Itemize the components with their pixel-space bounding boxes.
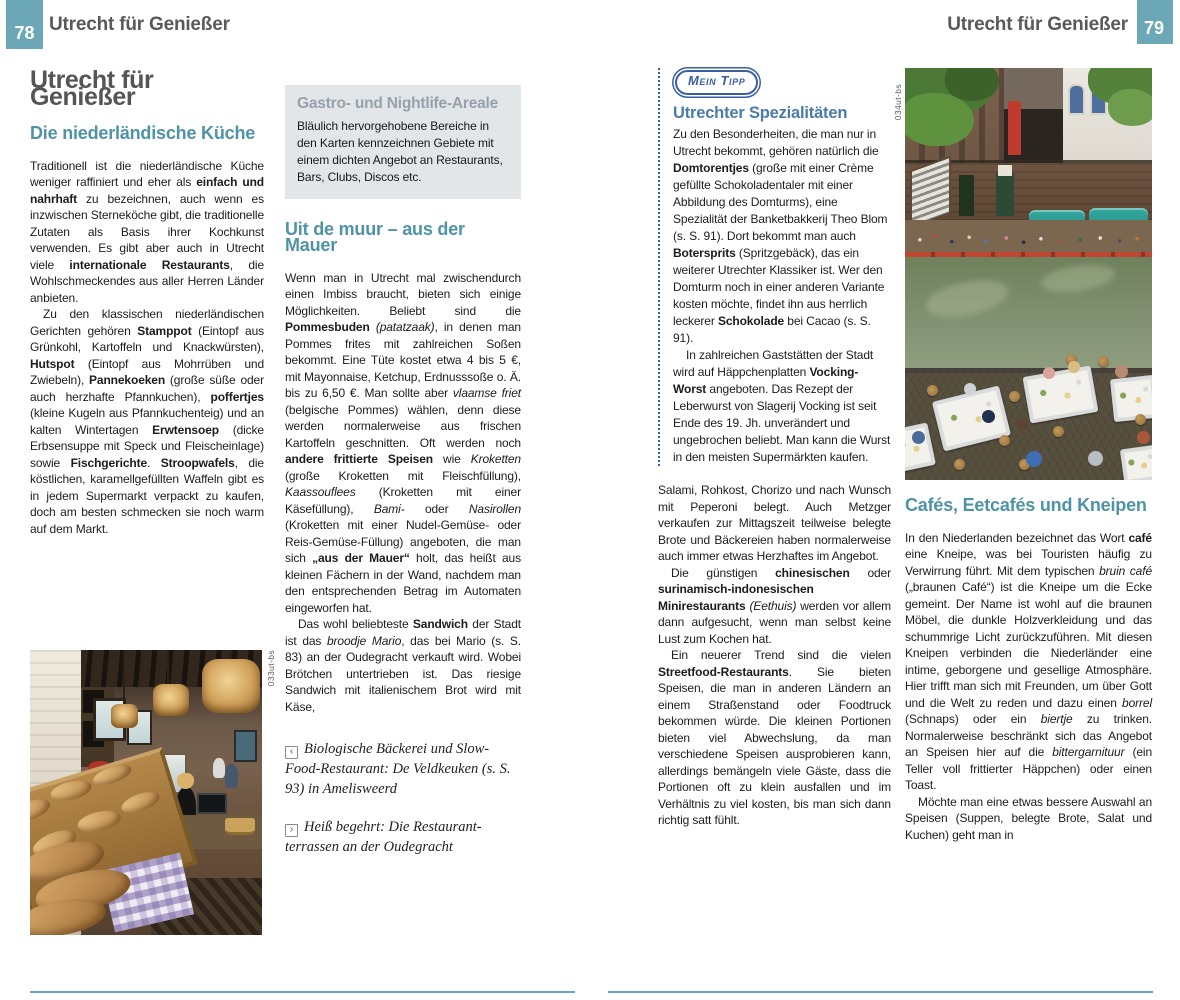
paragraph: Das wohl beliebteste Sandwich der Stadt ist das broodje Mario, das bei Mario (s. S. 83) an der Oudegracht verkauft wird. Wobei Brötchen untertrieben ist. Das riesige Sandwich mit italienischem Brot wird mit Käse,: [285, 617, 522, 714]
cash-register-screen: [197, 793, 227, 814]
column-continuation: [658, 482, 891, 829]
diner-person: [1137, 431, 1150, 444]
wicker-hanging-lamp: [153, 684, 189, 716]
left-page-column-1: [30, 66, 265, 537]
tip-heading: Utrechter Spezialitäten: [673, 103, 848, 122]
paragraph: Traditionell ist die niederländische Küche weniger raffiniert und eher als einfach und nahrhaft zu bezeichnen, auch wenn es inzwischen Sterneköche gibt, die traditionelle Zutaten als Basis ihrer Kochkunst verwenden. Es gibt aber auch in Utrecht viele internationale Restaurants, die Wohlschmeckendes aus aller Herren Länder anbieten.: [30, 158, 264, 305]
running-header-right: Utrecht für Genießer: [947, 14, 1128, 35]
bread-loaf: [119, 788, 162, 818]
diner-person: [1088, 451, 1103, 466]
photo-credit-left: 033ut-bs: [266, 650, 276, 687]
bread-loaf: [49, 777, 94, 805]
section-heading-kitchen: Die niederländische Küche: [30, 123, 256, 143]
tip-paragraph: In zahlreichen Gaststätten der Stadt wird auf Häppchenplatten Vocking-Worst angeboten. Das Rezept der Leberwurst von Slagerij Vocking ist seit Ende des 19. Jh. unverändert und ungebrochen beliebt. Man kann die Wurst in den meisten Supermärkten kaufen.: [673, 348, 891, 464]
section-heading-muur: Uit de muur – aus der Mauer: [285, 218, 465, 255]
caption-terraces: [285, 817, 521, 857]
tip-paragraph: Zu den Besonderheiten, die man nur in Utrecht bekommt, gehören natürlich die Domtorentjes (große mit einer Crème gefüllte Schokoladentaler mit einer Abbildung des Domturms), eine Spezialität der Banketbakkerij Theo Blom (s. S. 91). Dort bekommt man auch Botersprits (Spritzgebäck), das ein weiterer Utrechter Klassiker ist. Wer den Domturm noch in einer anderen Variante kosten möchte, findet ihn aus herrlich leckerer Schokolade bei Cacao (s. S. 91).: [673, 127, 888, 345]
diner-person: [1115, 365, 1128, 378]
paragraph: Zu den klassischen niederländischen Gerichten gehören Stamppot (Eintopf aus Grünkohl, Kartoffeln und Knackwürsten), Hutspot (Eintopf aus Mohrrüben und Zwiebeln), Pannekoeken (große süße oder auch herzhafte Pfannkuchen), poffertjes (kleine Kugeln aus Pfannkuchenteig) und an kalten Wintertagen Erwtensoep (dicke Erbsensuppe mit Speck und Fleischeinlage) sowie Fischgerichte. Stroopwafels, die köstlichen, karamellgefüllten Waffeln gibt es in jedem Supermarkt verpackt zu kaufen, doch am besten schmecken sie noch warm auf dem Markt.: [30, 307, 265, 536]
bread-basket: [225, 818, 255, 835]
photo-canal-terraces: [905, 68, 1152, 480]
restaurant-sign: [998, 165, 1013, 176]
right-page-column-1: [658, 68, 891, 829]
section-heading-cafes: Cafés, Eetcafés und Kneipen: [905, 495, 1147, 515]
lamp-cord: [123, 650, 125, 707]
left-page-column-2: [285, 85, 521, 875]
running-header-left: Utrecht für Genießer: [49, 14, 230, 35]
wicker-hanging-lamp: [202, 659, 260, 713]
diner-person: [1068, 361, 1080, 373]
diner-person: [912, 431, 925, 444]
page-number-left: 78: [14, 23, 35, 43]
photo-credit-right: 034ut-bs: [893, 84, 903, 121]
foliage: [1108, 89, 1152, 126]
terrace-crowd: [905, 220, 1152, 255]
wicker-hanging-lamp: [111, 704, 138, 728]
wharf-door: [959, 175, 974, 216]
red-door: [1008, 101, 1022, 155]
arched-window: [1068, 84, 1085, 115]
bakery-wall-picture: [234, 730, 257, 763]
rattan-chair: [1135, 414, 1146, 425]
right-page-column-2: [905, 497, 1152, 843]
footer-rule-right: [608, 991, 1153, 993]
dining-table: [1120, 445, 1152, 480]
page-number-tab-left: [6, 0, 43, 49]
lamp-cord: [167, 650, 169, 687]
info-box-body: Bläulich hervorgehobene Bereiche in den Karten kennzeichnen Gebiete mit einem dichten Angebot an Restaurants, Bars, Clubs, Discos etc.: [297, 118, 503, 184]
info-box-gastro-areale: [285, 85, 521, 199]
caption-text: Heiß begehrt: Die Restaurantterrassen an der Oudegracht: [285, 819, 482, 855]
dining-table: [1110, 375, 1152, 423]
diner-person: [982, 410, 995, 423]
wharf-door: [996, 173, 1013, 216]
cashier-hair: [177, 773, 194, 789]
diner-person: [1043, 367, 1055, 379]
page-number-tab-right: [1137, 0, 1173, 44]
rattan-chair: [1098, 356, 1109, 367]
customer-person: [213, 758, 225, 778]
bread-loaf: [76, 807, 123, 835]
paragraph: Wenn man in Utrecht mal zwischendurch einen Imbiss braucht, bieten sich einige Möglichkeiten. Beliebt sind die Pommesbuden (patatzaak), in denen man Pommes frites mit zahlreichen Soßen bekommt. Eine Tüte kostet etwa 4 bis 5 €, mit Mayonnaise, Ketchup, Erdnusssoße o. Ä. bis zu 6,50 €. Man sollte aber vlaamse friet (belgische Pommes) wählen, denn diese werden normalerweise aus frischen Kartoffeln geschnitten. Oft werden noch andere frittierte Speisen wie Kroketten (große Kroketten mit Fleischfüllung), Kaassouflees (Kroketten mit einer Käsefüllung), Bami- oder Nasirollen (Kroketten mit einer Nudel-Gemüse- oder Reis-Gemüse-Füllung) angeboten, die man sich „aus der Mauer“ holt, das heißt aus kleinen Fächern in der Wand, nachdem man den entsprechenden Betrag im Automaten eingeworfen hat.: [285, 270, 521, 615]
page-number-right: 79: [1144, 18, 1165, 38]
paragraph: Die günstigen chinesischen oder surinamisch-indonesischen Minirestaurants (Eethuis) werden vor allem dann aufgesucht, wenn man selbst keine Lust zum Kochen hat.: [658, 565, 892, 646]
caption-arrow-left-icon: ‹: [285, 746, 298, 759]
bread-loaf: [30, 795, 53, 826]
paragraph: Salami, Rohkost, Chorizo und nach Wunsch mit Peperoni belegt. Auch Metzger verkaufen zur Mittagszeit teilweise belegte Brote und Bäckereien haben normalerweise auch immer etwas Herzhaftes im Angebot.: [658, 483, 891, 563]
paragraph: Möchte man eine etwas bessere Auswahl an Speisen (Suppen, belegte Brote, Salat und Kuchen) geht man in: [905, 794, 1152, 842]
tip-badge: Mein Tipp: [675, 70, 758, 95]
caption-bakery: [285, 739, 521, 799]
info-box-heading: Gastro- und Nightlife-Areale: [297, 95, 499, 112]
rattan-chair: [999, 435, 1010, 446]
caption-arrow-right-icon: ›: [285, 824, 298, 837]
caption-text: Biologische Bäckerei und Slow-Food-Restaurant: De Veldkeuken (s. S. 93) in Amelisweerd: [285, 741, 511, 797]
footer-rule-left: [30, 991, 575, 993]
photo-bakery-interior: [30, 650, 262, 935]
tip-box: [658, 68, 891, 466]
customer-person: [225, 764, 238, 788]
page-title: Utrecht für Genießer: [30, 66, 154, 111]
photo-captions: [285, 739, 521, 857]
paragraph: Ein neuerer Trend sind die vielen Streetfood-Restaurants. Sie bieten Speisen, die man in anderen Ländern an einem Straßenstand oder Foodtruck bekommen würde. Die kleinen Portionen bieten viel Abwechslung, da man verschiedene Speisen ausprobieren kann, allerdings bemängeln viele Gäste, dass die Portionen oft zu klein ausfallen und im Verhältnis zu viel kosten, bis man sich dann richtig satt fühlt.: [658, 648, 891, 827]
paragraph: In den Niederlanden bezeichnet das Wort café eine Kneipe, was bei Touristen häufig zu Verwirrung führt. Mit dem typischen bruin café („braunen Café“) ist die Kneipe um die Ecke gemeint. Der Name ist wohl auf die braunen Möbel, die dunkle Holzverkleidung und das schummrige Licht zurückzuführen. Mit diesen Kneipen verbinden die Niederländer eine intime, geborgene und gesellige Atmosphäre. Hier trifft man sich mit Freunden, um über Gott und die Welt zu reden und dazu einen borrel (Schnaps) oder ein biertje zu trinken. Normalerweise beschränkt sich das Angebot an Speisen hier auf die bittergarnituur (ein Teller voll frittierter Häppchen) oder einen Toast.: [905, 530, 1152, 792]
